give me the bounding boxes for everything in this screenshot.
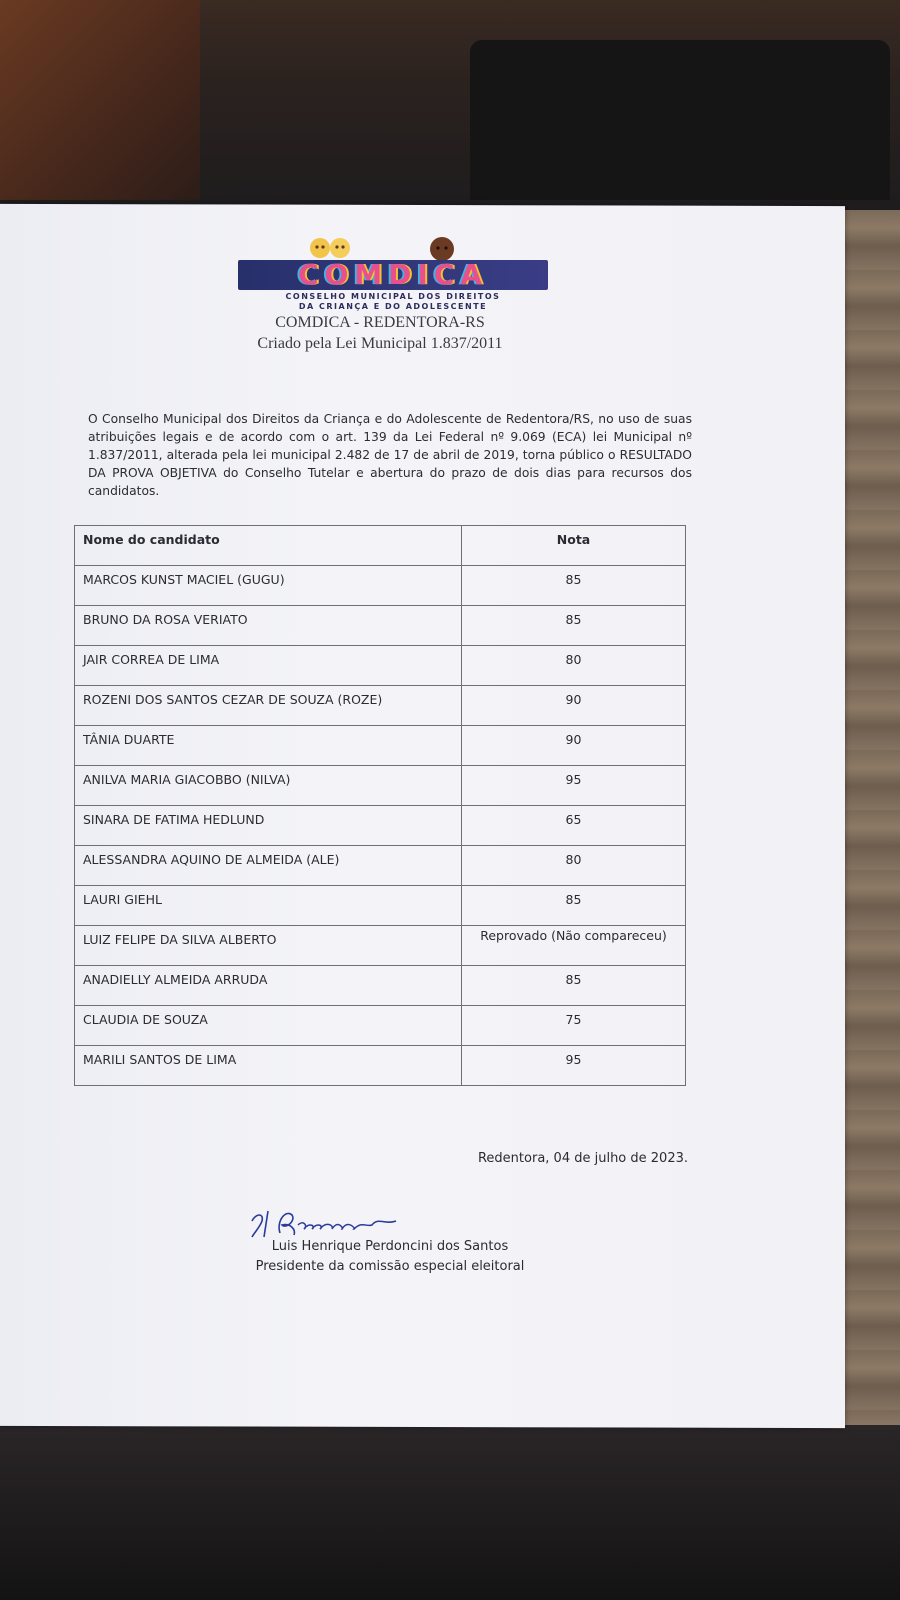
candidate-grade: 85 (462, 606, 686, 646)
background-dark-object (470, 40, 890, 200)
candidate-name: LAURI GIEHL (75, 886, 462, 926)
candidate-name: SINARA DE FATIMA HEDLUND (75, 806, 462, 846)
logo-subtitle-line2: DA CRIANÇA E DO ADOLESCENTE (298, 302, 488, 311)
background-wood-corner (0, 0, 200, 200)
table-row (75, 966, 686, 1006)
candidate-name: TÂNIA DUARTE (75, 726, 462, 766)
table-row (75, 566, 686, 606)
table-row (75, 606, 686, 646)
candidate-grade: 85 (462, 886, 686, 926)
column-header-grade: Nota (462, 526, 686, 566)
comdica-logo (238, 236, 548, 318)
candidate-name: BRUNO DA ROSA VERIATO (75, 606, 462, 646)
table-row (75, 806, 686, 846)
candidate-grade: Reprovado (Não compareceu) (462, 926, 686, 966)
candidate-name: ALESSANDRA AQUINO DE ALMEIDA (ALE) (75, 846, 462, 886)
place-and-date: Redentora, 04 de julho de 2023. (477, 1151, 688, 1166)
signer-name: Luis Henrique Perdoncini dos Santos (271, 1239, 509, 1254)
table-row (75, 1006, 686, 1046)
logo-subtitle-line1: CONSELHO MUNICIPAL DOS DIREITOS (285, 292, 501, 301)
candidate-name: ANILVA MARIA GIACOBBO (NILVA) (75, 766, 462, 806)
candidate-grade: 80 (462, 646, 686, 686)
candidate-grade: 90 (462, 686, 686, 726)
table-row (75, 646, 686, 686)
table-row (75, 1046, 686, 1086)
creation-law: Criado pela Lei Municipal 1.837/2011 (257, 335, 503, 352)
logo-wordmark: COMDICA (297, 258, 489, 291)
table-row (75, 846, 686, 886)
logo-subtitle (238, 292, 548, 312)
candidate-name: ANADIELLY ALMEIDA ARRUDA (75, 966, 462, 1006)
candidate-grade: 85 (462, 966, 686, 1006)
signer-role: Presidente da comissão especial eleitoral (255, 1259, 525, 1274)
organization-name: COMDICA - REDENTORA-RS (275, 314, 485, 331)
candidate-grade: 95 (462, 766, 686, 806)
candidate-name: CLAUDIA DE SOUZA (75, 1006, 462, 1046)
candidate-grade: 90 (462, 726, 686, 766)
document-header (200, 312, 560, 354)
table-row (75, 766, 686, 806)
signature-block (200, 1237, 580, 1277)
results-table (74, 525, 686, 1086)
intro-paragraph: O Conselho Municipal dos Direitos da Criança e do Adolescente de Redentora/RS, no uso de suas atribuições legais e de acordo com o art. 139 da Lei Federal nº 9.069 (ECA) lei Municipal nº 1.837/2011, alterada pela lei municipal 2.482 de 17 de abril de 2019, torna público o RESULTADO DA PROVA OBJETIVA do Conselho Tutelar e abertura do prazo de dois dias para recursos dos candidatos. (88, 412, 692, 498)
column-header-name: Nome do candidato (75, 526, 462, 566)
candidate-name: LUIZ FELIPE DA SILVA ALBERTO (75, 926, 462, 966)
candidate-grade: 65 (462, 806, 686, 846)
candidate-name: MARCOS KUNST MACIEL (GUGU) (75, 566, 462, 606)
candidate-grade: 75 (462, 1006, 686, 1046)
table-row (75, 926, 686, 966)
candidate-name: JAIR CORREA DE LIMA (75, 646, 462, 686)
candidate-grade: 80 (462, 846, 686, 886)
candidate-name: MARILI SANTOS DE LIMA (75, 1046, 462, 1086)
table-row (75, 726, 686, 766)
candidate-grade: 95 (462, 1046, 686, 1086)
candidate-grade: 85 (462, 566, 686, 606)
candidate-name: ROZENI DOS SANTOS CEZAR DE SOUZA (ROZE) (75, 686, 462, 726)
table-row (75, 886, 686, 926)
table-header-row (75, 526, 686, 566)
table-row (75, 686, 686, 726)
background-bottom (0, 1425, 900, 1600)
